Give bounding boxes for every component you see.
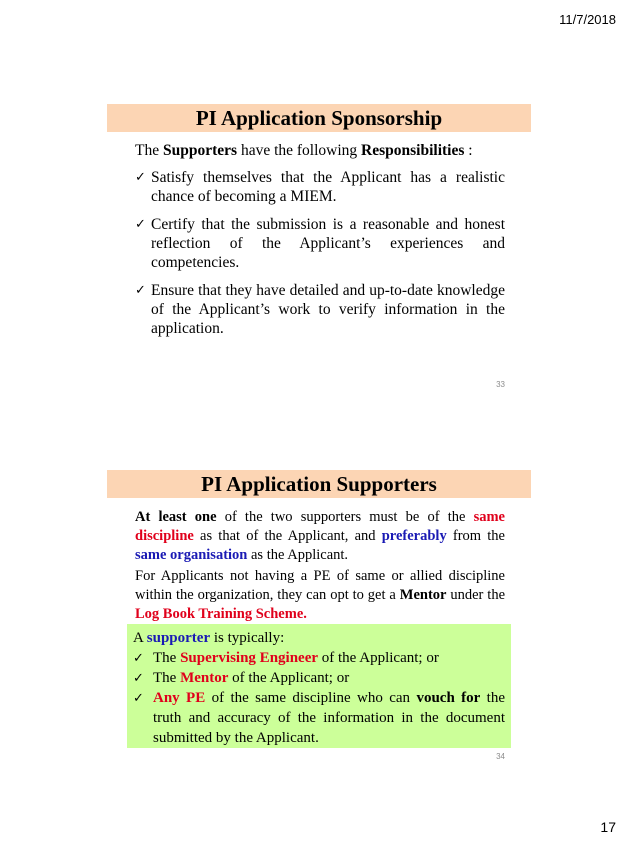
highlight-blue: supporter bbox=[146, 630, 211, 646]
slide-number: 33 bbox=[496, 380, 505, 389]
paragraph bbox=[135, 508, 505, 565]
list-item bbox=[135, 281, 505, 338]
highlight-blue: same organisation bbox=[135, 547, 248, 563]
box-intro bbox=[133, 628, 505, 648]
slide-body bbox=[135, 508, 505, 626]
list-item bbox=[133, 648, 505, 668]
text-part: as that of the Applicant, and bbox=[193, 528, 382, 544]
supporter-box bbox=[127, 624, 511, 748]
text-part: The bbox=[153, 650, 181, 666]
text-part: The bbox=[153, 670, 181, 686]
text-part: from the bbox=[446, 528, 505, 544]
list-item bbox=[133, 668, 505, 688]
text-part: of the same discipline who can bbox=[205, 690, 417, 706]
highlight-red: Any PE bbox=[153, 690, 206, 706]
text-part: of the two supporters must be of the bbox=[216, 509, 474, 525]
highlight-red: same discipline bbox=[135, 509, 505, 544]
checkmark-icon: ✓ bbox=[133, 671, 144, 686]
checkmark-icon: ✓ bbox=[135, 217, 146, 232]
print-date: 11/7/2018 bbox=[559, 12, 616, 27]
intro-text-part: The bbox=[135, 142, 163, 159]
list-item-text: Ensure that they have detailed and up-to-date knowledge of the Applicant’s work to verify information in the application. bbox=[151, 282, 505, 337]
highlight-red: Mentor bbox=[180, 670, 229, 686]
slide-34 bbox=[107, 470, 531, 770]
emphasis-text: At least one bbox=[135, 509, 217, 525]
text-part: For Applicants not having a PE of same or allied discipline within the organization, they can opt to get a bbox=[135, 568, 505, 603]
emphasis-text: Mentor bbox=[399, 587, 447, 603]
list-item bbox=[133, 688, 505, 748]
paragraph bbox=[135, 567, 505, 624]
list-item bbox=[135, 215, 505, 272]
text-part: A bbox=[133, 630, 147, 646]
text-part: the truth and accuracy of the information in the document submitted by the Applicant. bbox=[153, 690, 506, 746]
intro-text bbox=[135, 142, 505, 160]
checkmark-icon: ✓ bbox=[133, 651, 144, 666]
text-part: as the Applicant. bbox=[247, 547, 349, 563]
page-number: 17 bbox=[600, 819, 616, 835]
list-item bbox=[135, 168, 505, 206]
checkmark-icon: ✓ bbox=[135, 170, 146, 185]
slide-33 bbox=[107, 104, 531, 404]
list-item-text: Satisfy themselves that the Applicant has a realistic chance of becoming a MIEM. bbox=[151, 169, 505, 205]
text-part: of the Applicant; or bbox=[228, 670, 350, 686]
checkmark-icon: ✓ bbox=[133, 691, 144, 706]
intro-text-part: : bbox=[464, 142, 473, 159]
highlight-blue: preferably bbox=[381, 528, 447, 544]
highlight-red: Log Book Training Scheme. bbox=[135, 606, 307, 622]
slide-body bbox=[135, 142, 505, 347]
responsibilities-term: Responsibilities bbox=[361, 142, 465, 159]
highlight-red: Supervising Engineer bbox=[180, 650, 319, 666]
slide-number: 34 bbox=[496, 752, 505, 761]
list-item-text: Certify that the submission is a reasonable and honest reflection of the Applicant’s experiences and competencies. bbox=[151, 216, 505, 271]
emphasis-text: vouch for bbox=[416, 690, 481, 706]
text-part: of the Applicant; or bbox=[318, 650, 439, 666]
slide-title: PI Application Supporters bbox=[107, 470, 531, 498]
text-part: is typically: bbox=[210, 630, 285, 646]
checkmark-icon: ✓ bbox=[135, 283, 146, 298]
intro-text-part: have the following bbox=[237, 142, 362, 159]
supporters-term: Supporters bbox=[162, 142, 238, 159]
slide-title: PI Application Sponsorship bbox=[107, 104, 531, 132]
text-part: under the bbox=[446, 587, 505, 603]
